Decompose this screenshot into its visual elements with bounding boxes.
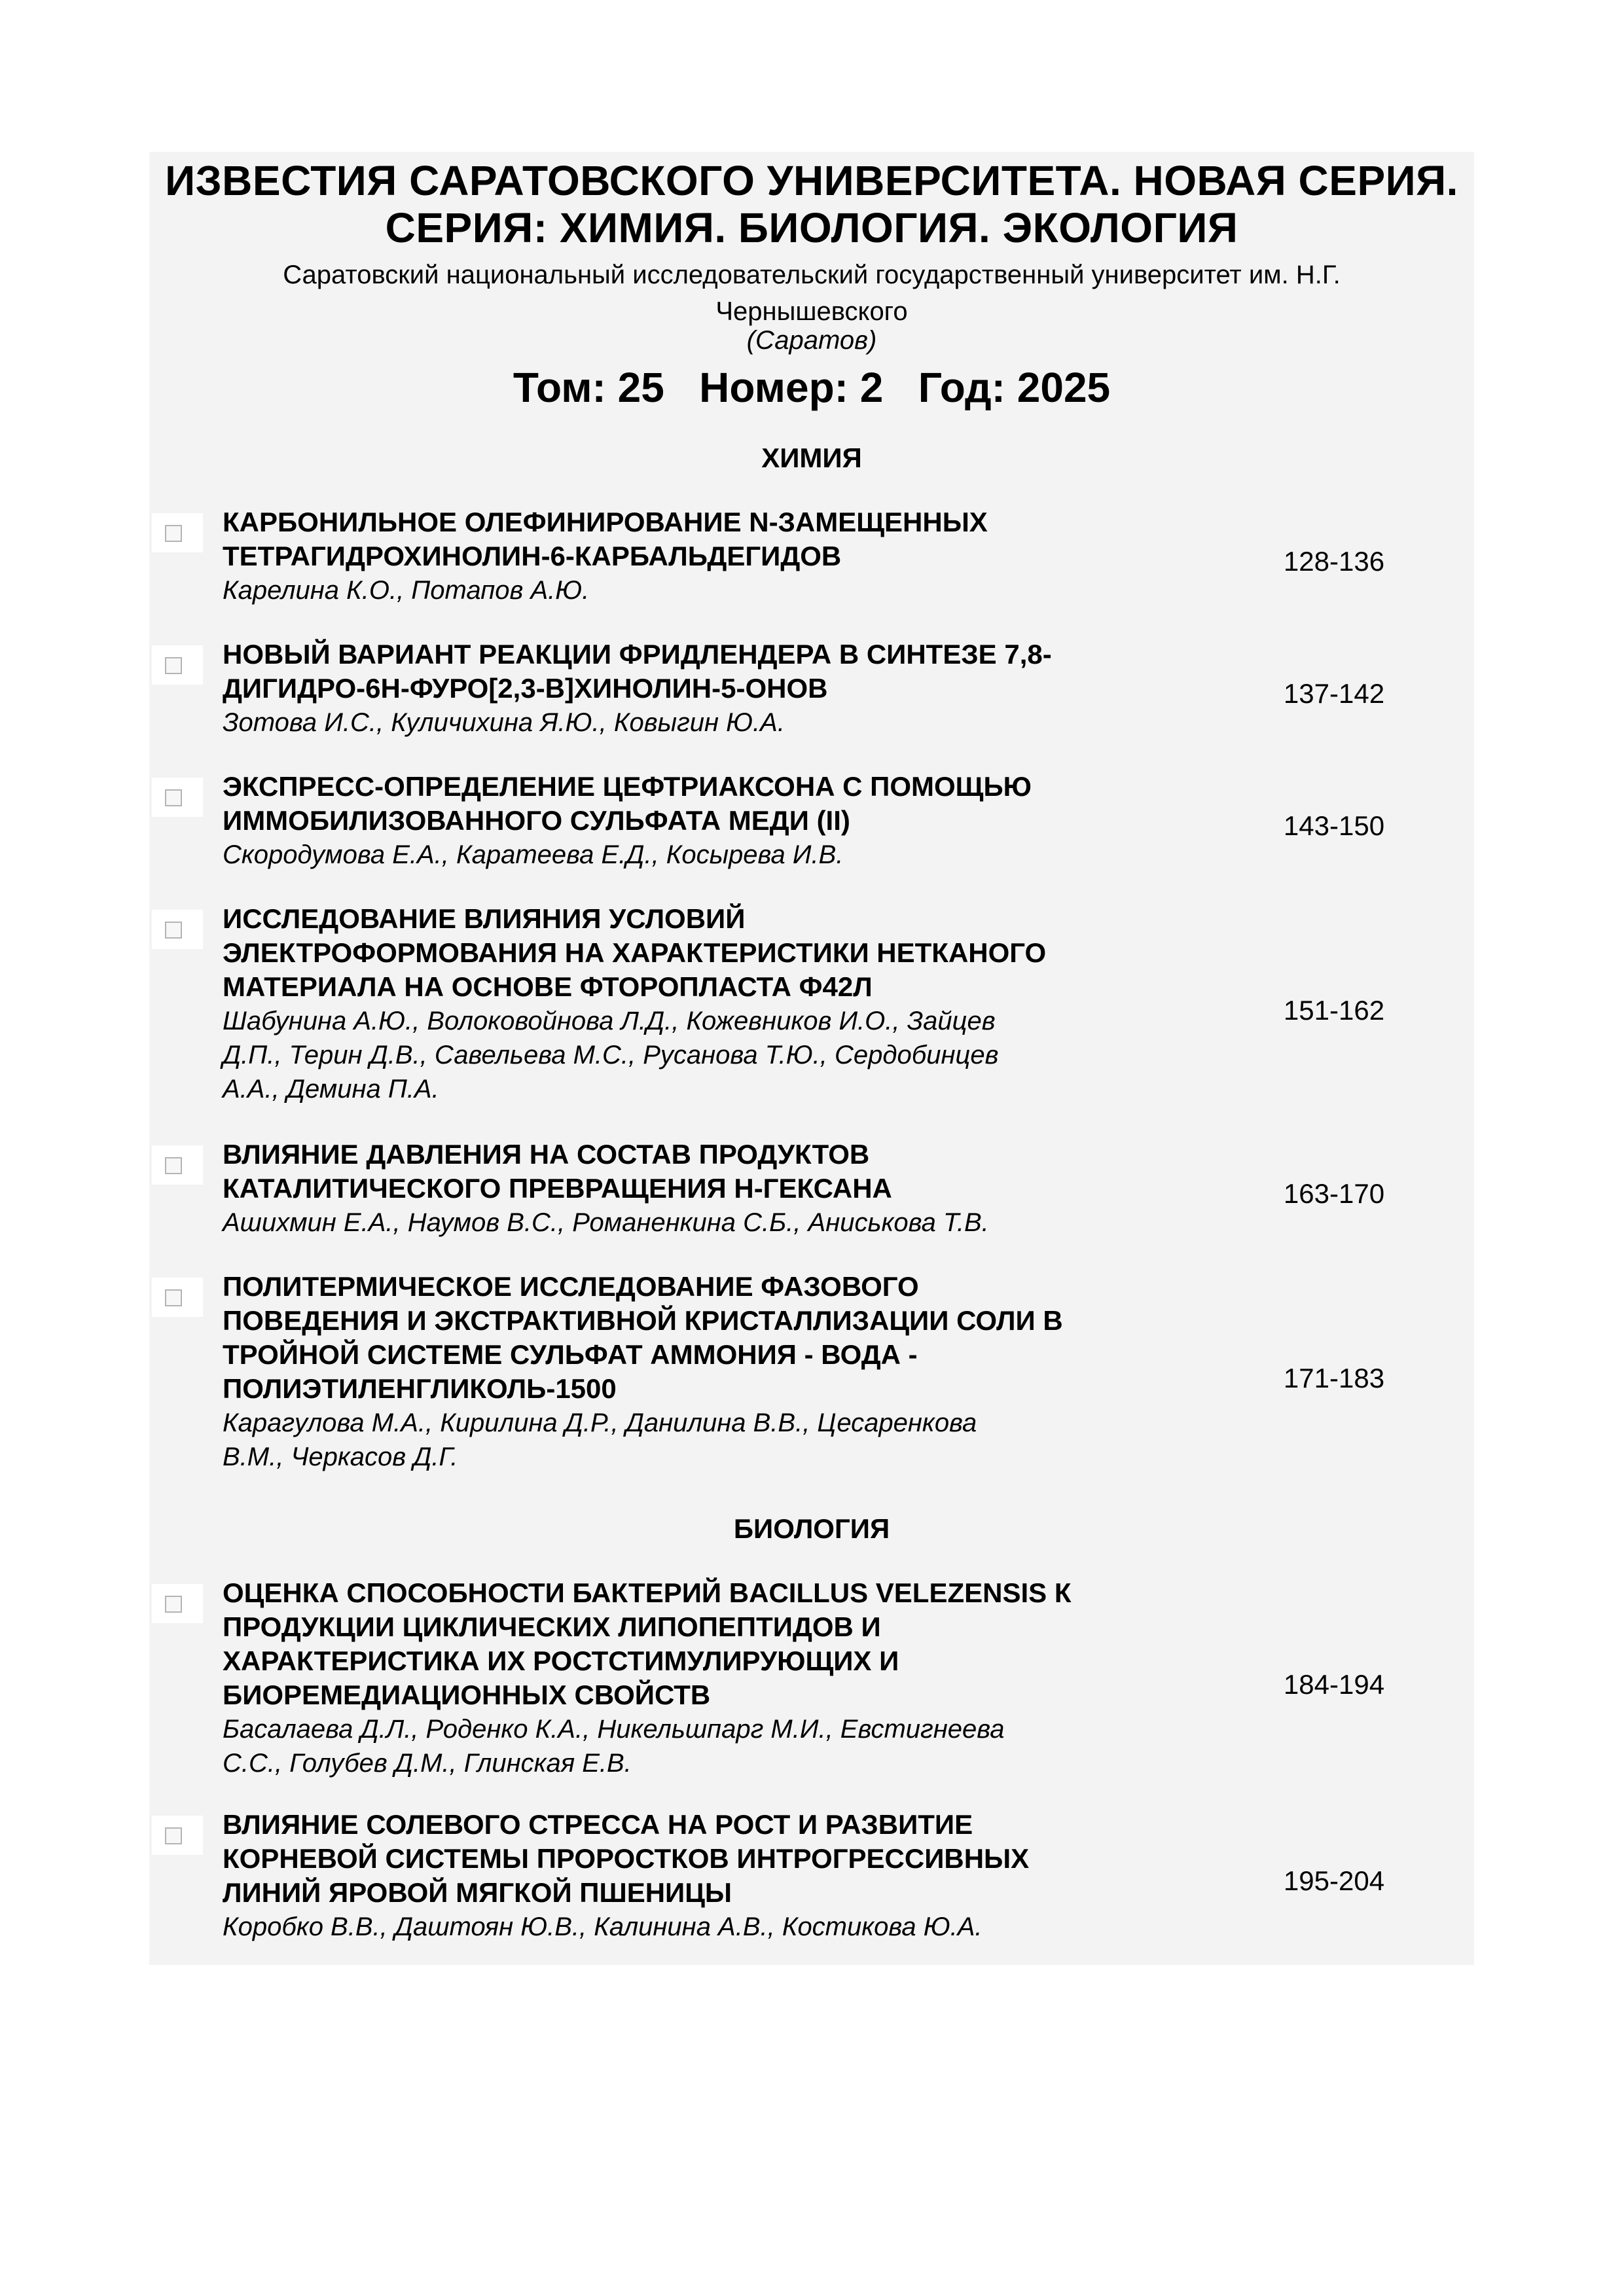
article-pages: 128-136 <box>1283 546 1385 577</box>
article-title[interactable]: ОЦЕНКА СПОСОБНОСТИ БАКТЕРИЙ BACILLUS VELEZENSIS К ПРОДУКЦИИ ЦИКЛИЧЕСКИХ ЛИПОПЕПТИДОВ И ХАРАКТЕРИСТИКА ИХ РОСТСТИМУЛИРУЮЩИХ И БИОРЕМЕДИАЦИОННЫХ СВОЙСТВ <box>223 1577 1072 1710</box>
checkbox-icon <box>165 789 182 806</box>
section-heading-chemistry: ХИМИЯ <box>761 442 862 473</box>
article-authors: Коробко В.В., Даштоян Ю.В., Калинина А.В., Костикова Ю.А. <box>223 1912 983 1941</box>
article-authors: Шабунина А.Ю., Волоковойнова Л.Д., Кожевников И.О., Зайцев Д.П., Терин Д.В., Савельева М.С., Русанова Т.Ю., Сердобинцев А.А., Демина П.А. <box>223 1007 999 1103</box>
checkbox-icon <box>165 1596 182 1613</box>
article-title[interactable]: НОВЫЙ ВАРИАНТ РЕАКЦИИ ФРИДЛЕНДЕРА В СИНТЕЗЕ 7,8- ДИГИДРО-6Н-ФУРО[2,3-В]ХИНОЛИН-5-ОНОВ <box>223 639 1052 704</box>
article-checkbox[interactable] <box>152 645 203 685</box>
publisher-city: (Саратов) <box>746 326 877 355</box>
checkbox-icon <box>165 657 182 674</box>
checkbox-icon <box>165 1827 182 1844</box>
article-checkbox[interactable] <box>152 1816 203 1855</box>
checkbox-icon <box>165 922 182 939</box>
article-checkbox[interactable] <box>152 910 203 949</box>
journal-title: ИЗВЕСТИЯ САРАТОВСКОГО УНИВЕРСИТЕТА. НОВАЯ СЕРИЯ. СЕРИЯ: ХИМИЯ. БИОЛОГИЯ. ЭКОЛОГИЯ <box>165 157 1458 251</box>
article-pages: 137-142 <box>1283 678 1385 709</box>
issue-info: Том: 25 Номер: 2 Год: 2025 <box>513 364 1111 411</box>
publisher-name: Саратовский национальный исследовательский государственный университет им. Н.Г. Чернышевского <box>283 260 1341 326</box>
article-pages: 195-204 <box>1283 1865 1385 1896</box>
article-pages: 151-162 <box>1283 995 1385 1026</box>
article-pages: 184-194 <box>1283 1669 1385 1700</box>
article-checkbox[interactable] <box>152 1584 203 1623</box>
article-checkbox[interactable] <box>152 513 203 552</box>
checkbox-icon <box>165 525 182 542</box>
article-title[interactable]: ВЛИЯНИЕ СОЛЕВОГО СТРЕССА НА РОСТ И РАЗВИТИЕ КОРНЕВОЙ СИСТЕМЫ ПРОРОСТКОВ ИНТРОГРЕССИВНЫХ ЛИНИЙ ЯРОВОЙ МЯГКОЙ ПШЕНИЦЫ <box>223 1809 1030 1908</box>
article-title[interactable]: ИССЛЕДОВАНИЕ ВЛИЯНИЯ УСЛОВИЙ ЭЛЕКТРОФОРМОВАНИЯ НА ХАРАКТЕРИСТИКИ НЕТКАНОГО МАТЕРИАЛА НА ОСНОВЕ ФТОРОПЛАСТА Ф42Л <box>223 903 1047 1002</box>
article-authors: Басалаева Д.Л., Роденко К.А., Никельшпарг М.И., Евстигнеева С.С., Голубев Д.М., Глинская Е.В. <box>223 1715 1005 1778</box>
article-authors: Зотова И.С., Куличихина Я.Ю., Ковыгин Ю.А. <box>223 708 785 737</box>
article-pages: 171-183 <box>1283 1363 1385 1393</box>
article-pages: 143-150 <box>1283 810 1385 841</box>
article-checkbox[interactable] <box>152 778 203 817</box>
section-heading-biology: БИОЛОГИЯ <box>733 1513 890 1544</box>
article-title[interactable]: КАРБОНИЛЬНОЕ ОЛЕФИНИРОВАНИЕ N-ЗАМЕЩЕННЫХ ТЕТРАГИДРОХИНОЛИН-6-КАРБАЛЬДЕГИДОВ <box>223 507 988 571</box>
checkbox-icon <box>165 1157 182 1174</box>
article-checkbox[interactable] <box>152 1145 203 1185</box>
article-authors: Скородумова Е.А., Каратеева Е.Д., Косырева И.В. <box>223 840 844 869</box>
article-title[interactable]: ВЛИЯНИЕ ДАВЛЕНИЯ НА СОСТАВ ПРОДУКТОВ КАТАЛИТИЧЕСКОГО ПРЕВРАЩЕНИЯ Н-ГЕКСАНА <box>223 1139 892 1204</box>
checkbox-icon <box>165 1289 182 1306</box>
article-authors: Ашихмин Е.А., Наумов В.С., Романенкина С.Б., Аниськова Т.В. <box>223 1208 989 1237</box>
article-pages: 163-170 <box>1283 1178 1385 1209</box>
article-title[interactable]: ПОЛИТЕРМИЧЕСКОЕ ИССЛЕДОВАНИЕ ФАЗОВОГО ПОВЕДЕНИЯ И ЭКСТРАКТИВНОЙ КРИСТАЛЛИЗАЦИИ СОЛИ В ТРОЙНОЙ СИСТЕМЕ СУЛЬФАТ АММОНИЯ - ВОДА - ПОЛИЭТИЛЕНГЛИКОЛЬ-1500 <box>223 1271 1063 1404</box>
article-title[interactable]: ЭКСПРЕСС-ОПРЕДЕЛЕНИЕ ЦЕФТРИАКСОНА С ПОМОЩЬЮ ИММОБИЛИЗОВАННОГО СУЛЬФАТА МЕДИ (II) <box>223 771 1032 836</box>
article-authors: Карагулова М.А., Кирилина Д.Р., Данилина В.В., Цесаренкова В.М., Черкасов Д.Г. <box>223 1408 977 1471</box>
table-of-contents-panel <box>149 152 1474 1965</box>
article-authors: Карелина К.О., Потапов А.Ю. <box>223 576 590 605</box>
article-checkbox[interactable] <box>152 1278 203 1317</box>
